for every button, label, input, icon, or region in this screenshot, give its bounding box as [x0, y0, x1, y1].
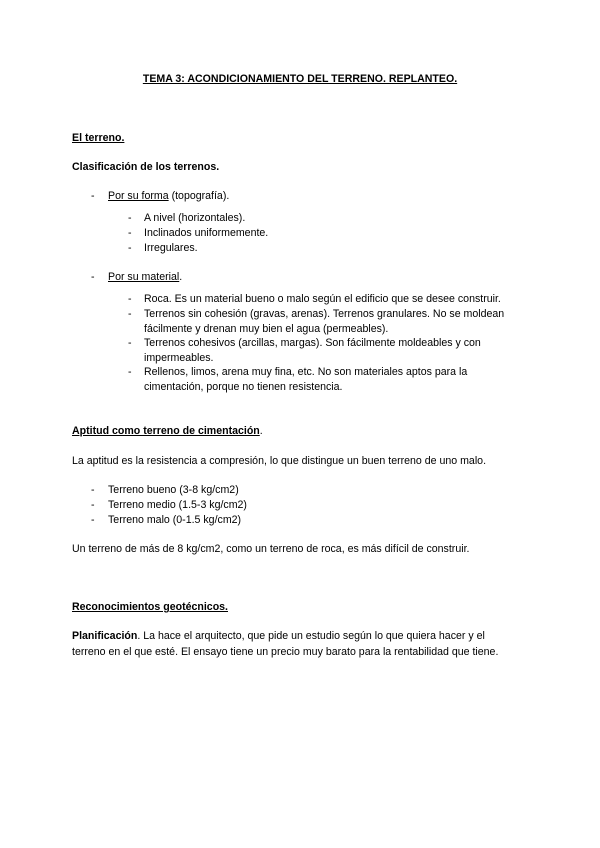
- sub-bullet-dash: -: [128, 242, 132, 254]
- sub-bullet-dash: -: [128, 227, 132, 239]
- bullet-dash: -: [91, 271, 95, 283]
- bullet-dash: -: [91, 514, 95, 526]
- list-item-label: Por su material: [108, 271, 180, 283]
- list-item: Rellenos, limos, arena muy fina, etc. No son materiales aptos para la cimentación, porque no tienen resistencia.: [144, 366, 468, 393]
- list-item: Terreno bueno (3-8 kg/cm2): [108, 484, 239, 496]
- list-item-por-su-material: [108, 270, 182, 285]
- sub-bullet-dash: -: [128, 366, 132, 378]
- list-item-suffix: (topografía).: [168, 190, 230, 202]
- list-item-label: Por su forma: [108, 190, 169, 202]
- list-item: Inclinados uniformemente.: [144, 227, 269, 239]
- paragraph: La aptitud es la resistencia a compresión, lo que distingue un buen terreno de uno malo.: [72, 455, 487, 467]
- list-item-por-su-forma: [108, 189, 229, 204]
- bullet-dash: -: [91, 190, 95, 202]
- section-subheading-clasificacion: Clasificación de los terrenos.: [72, 161, 220, 173]
- section-heading-suffix: .: [259, 425, 263, 437]
- sub-bullet-dash: -: [128, 308, 132, 320]
- bullet-dash: -: [91, 499, 95, 511]
- list-item: Terrenos cohesivos (arcillas, margas). Son fácilmente moldeables y con impermeables.: [144, 337, 481, 364]
- paragraph-text: . La hace el arquitecto, que pide un estudio según lo que quiera hacer y el terreno en el que esté. El ensayo tiene un precio muy barato para la rentabilidad que tiene.: [72, 630, 499, 658]
- list-item: A nivel (horizontales).: [144, 212, 246, 224]
- list-item: Terrenos sin cohesión (gravas, arenas). Terrenos granulares. No se moldean fácilmente y drenan muy bien el agua (permeables).: [144, 308, 505, 335]
- paragraph-label: Planificación: [72, 630, 138, 642]
- section-heading-text: Aptitud como terreno de cimentación: [72, 425, 260, 437]
- page-title: TEMA 3: ACONDICIONAMIENTO DEL TERRENO. REPLANTEO.: [142, 73, 458, 85]
- sub-bullet-dash: -: [128, 293, 132, 305]
- section-heading-reconocimientos: Reconocimientos geotécnicos.: [72, 601, 228, 613]
- paragraph: Un terreno de más de 8 kg/cm2, como un terreno de roca, es más difícil de construir.: [72, 543, 470, 555]
- list-item: Terreno medio (1.5-3 kg/cm2): [108, 499, 247, 511]
- list-item: Irregulares.: [144, 242, 198, 254]
- section-heading-terreno: El terreno.: [72, 132, 125, 144]
- section-heading-aptitud: [72, 424, 263, 439]
- list-item-suffix: .: [179, 271, 183, 283]
- list-item: Terreno malo (0-1.5 kg/cm2): [108, 514, 242, 526]
- sub-bullet-dash: -: [128, 212, 132, 224]
- list-item: Roca. Es un material bueno o malo según el edificio que se desee construir.: [144, 293, 501, 305]
- bullet-dash: -: [91, 484, 95, 496]
- paragraph-planificacion: [72, 629, 512, 660]
- sub-bullet-dash: -: [128, 337, 132, 349]
